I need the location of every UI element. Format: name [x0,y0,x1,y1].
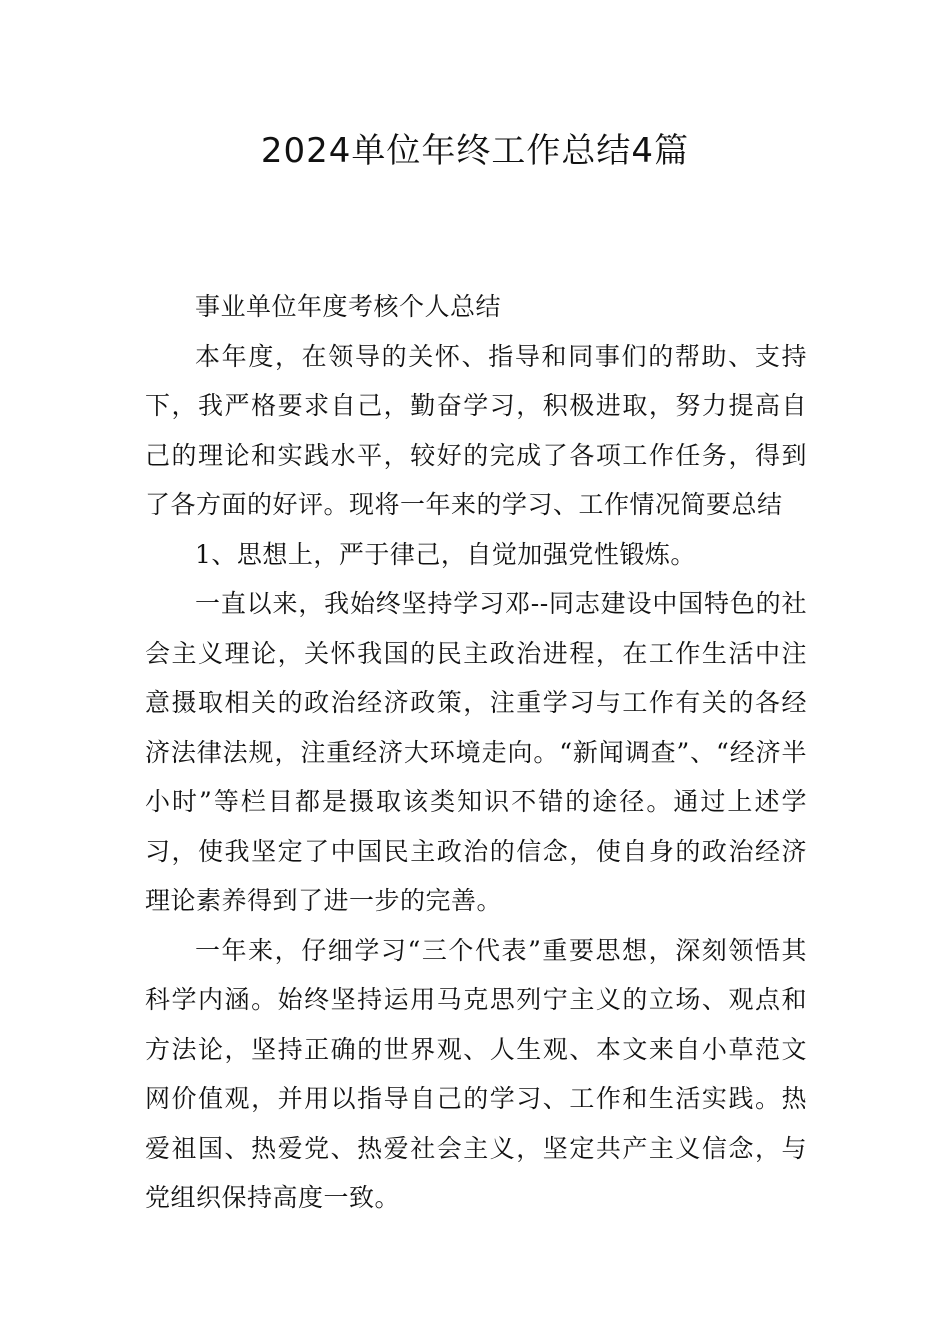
document-title: 2024单位年终工作总结4篇 [260,131,690,171]
body-paragraph: 一年来，仔细学习“三个代表”重要思想，深刻领悟其科学内涵。始终坚持运用马克思列宁主义的立场、观点和方法论，坚持正确的世界观、人生观、本文来自小草范文网价值观，并用以指导自己的学习、工作和生活实践。热爱祖国、热爱党、热爱社会主义，坚定共产主义信念，与党组织保持高度一致。 [145,935,807,1212]
document-body [145,282,807,1223]
section-heading: 事业单位年度考核个人总结 [195,292,502,321]
numbered-heading: 1、思想上，严于律己，自觉加强党性锻炼。 [195,539,696,569]
body-paragraph: 一直以来，我始终坚持学习邓--同志建设中国特色的社会主义理论，关怀我国的民主政治进程，在工作生活中注意摄取相关的政治经济政策，注重学习与工作有关的各经济法律法规，注重经济大环境走向。“新闻调查”、“经济半小时”等栏目都是摄取该类知识不错的途径。通过上述学习，使我坚定了中国民主政治的信念，使自身的政治经济理论素养得到了进一步的完善。 [145,589,807,915]
body-paragraph: 本年度，在领导的关怀、指导和同事们的帮助、支持下，我严格要求自己，勤奋学习，积极进取，努力提高自己的理论和实践水平，较好的完成了各项工作任务，得到了各方面的好评。现将一年来的学习、工作情况简要总结 [145,341,807,519]
